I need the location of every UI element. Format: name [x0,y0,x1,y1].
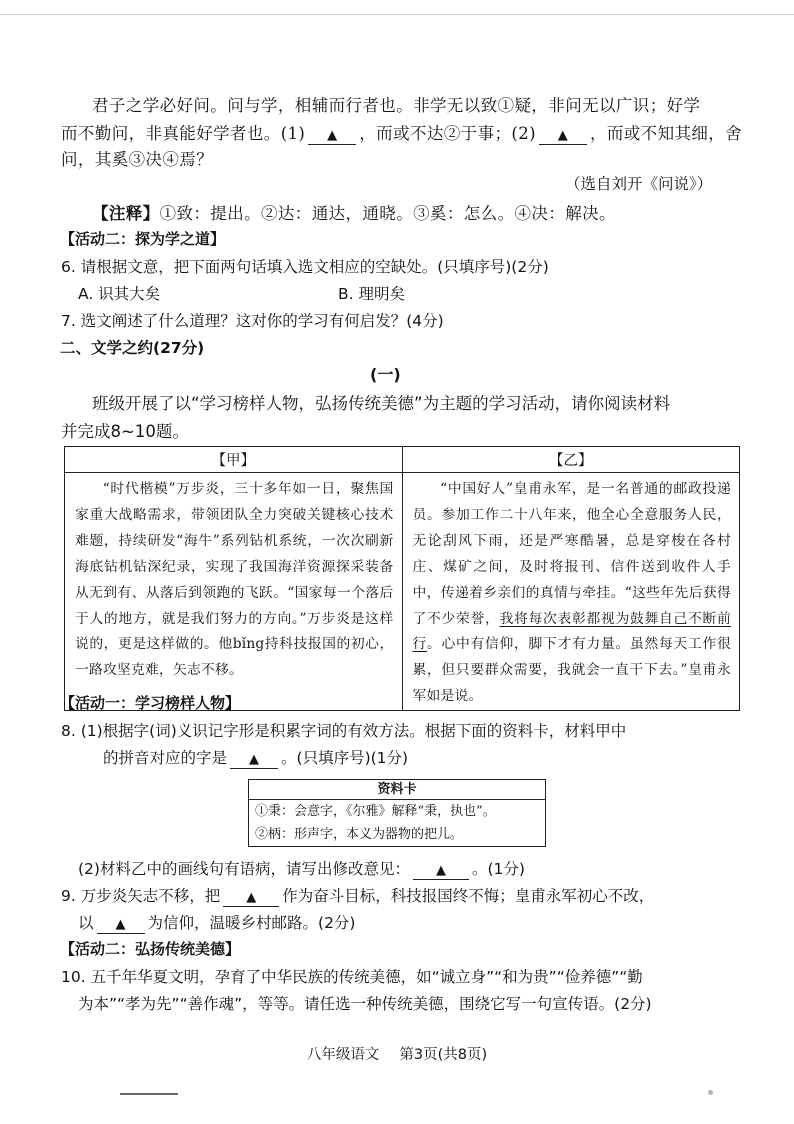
activity-heading-2: 【活动二：探为学之道】 [60,230,226,248]
passage-line-3: 问，其奚③决④焉？ [61,150,214,169]
question-10-line-1: 10. 五千年华夏文明，孕育了中华民族的传统美德，如“诚立身”“和为贵”“俭养德”“勤 [61,968,643,986]
answer-blank-6[interactable]: ▲ [97,917,145,934]
question-9-line-1 [61,884,654,907]
question-8-line-2-a: 的拼音对应的字是 [103,749,228,767]
question-9-line-2 [78,911,355,934]
question-9-line-1-b: 作为奋斗目标，科技报国终不悔；皇甫永军初心不改， [282,887,655,905]
part-title: (一) [370,365,401,384]
material-yi-title: 【乙】 [402,447,740,473]
footer-page-number: 第3页(共8页) [399,1047,488,1063]
footer-subject: 八年级语文 [306,1047,380,1063]
question-6-option-a: A. 识其大矣 [78,285,161,303]
question-8-line-1: 8. (1)根据字(词)义识记字形是积累字词的有效方法。根据下面的资料卡，材料甲中 [61,722,627,740]
top-rule [0,14,794,15]
page-footer [0,1043,794,1064]
question-6-option-b: B. 理明矣 [338,285,405,303]
passage-line-2 [61,120,742,145]
passage-line-2-a: 而不勤问，非真能好学者也。(1) [61,124,306,143]
passage-note [92,200,616,224]
material-jia-text: “时代楷模”万步炎，三十多年如一日，聚焦国家重大战略需求，带领团队全力突破关键核心技术难题，持续研发“海牛”系列钻机系统，一次次刷新海底钻机钻深纪录，实现了我国海洋资源探采装备从无到有、从落后到领跑的飞跃。“国家每一个落后于人的地方，就是我们努力的方向。”万步炎是这样说的，更是这样做的。他bǐng持科技报国的初心，一路攻坚克难，矢志不移。 [75,481,394,679]
scan-mark-dot [708,1090,713,1095]
answer-blank-4[interactable]: ▲ [413,863,469,880]
note-label: 【注释】 [92,204,160,223]
material-jia-title: 【甲】 [65,447,403,473]
question-8-line-2 [103,746,408,769]
question-8-part-2 [78,857,525,880]
material-yi-text-a: “中国好人”皇甫永军，是一名普通的邮政投递员。参加工作二十八年来，他全心全意服务人民，无论刮风下雨，还是严寒酷暑，总是穿梭在各村庄、煤矿之间，及时将报刊、信件送到收件人手中，传递着乡亲们的真情与牵挂。“这些年先后获得了不少荣誉， [412,481,731,627]
reference-card-item-2: ②柄：形声字，本义为器物的把儿。 [255,827,464,842]
question-9-line-2-a: 以 [78,914,94,932]
scan-mark-line [120,1093,178,1095]
answer-blank-2[interactable]: ▲ [539,128,587,145]
intro-line-1: 班级开展了以“学习榜样人物，弘扬传统美德”为主题的学习活动，请你阅读材料 [92,394,671,413]
reference-card-item-1: ①秉：会意字，《尔雅》解释“秉，执也”。 [255,804,496,819]
question-9-line-2-b: 为信仰，温暖乡村邮路。(2分) [147,914,356,932]
material-yi-cell [402,473,740,711]
answer-blank-5[interactable]: ▲ [223,890,279,907]
question-9-line-1-a: 9. 万步炎矢志不移，把 [61,887,221,905]
section-heading-2: 二、文学之约(27分) [60,339,205,357]
passage-source: （选自刘开《问说》） [565,175,713,193]
underlined-sentence: 我将每次表彰都视为鼓舞自己不断前行 [412,610,731,653]
reference-card [248,779,546,847]
question-8-line-2-b: 。(只填序号)(1分) [281,749,409,767]
reference-card-title: 资料卡 [249,780,545,800]
question-8-part-2-b: 。(1分) [471,860,525,878]
question-8-part-2-a: (2)材料乙中的画线句有语病，请写出修改意见： [78,860,410,878]
material-jia-cell [65,473,403,711]
passage-line-2-b: ，而或不达②于事；(2) [359,124,536,143]
question-10-line-2: 为本”“孝为先”“善作魂”，等等。请任选一种传统美德，围绕它写一句宣传语。(2分) [78,995,652,1013]
note-text: ①致：提出。②达：通达，通晓。③奚：怎么。④决：解决。 [159,204,616,223]
material-yi-text-b: 。心中有信仰，脚下才有力量。虽然每天工作很累，但只要群众需要，我就会一直干下去。”皇甫永军如是说。 [412,636,731,705]
answer-blank-3[interactable]: ▲ [230,752,278,769]
activity-heading-1: 【活动一：学习榜样人物】 [60,694,241,712]
passage-line-1: 君子之学必好问。问与学，相辅而行者也。非学无以致①疑，非问无以广识；好学 [92,96,701,115]
materials-table [64,446,740,711]
material-yi-text [403,473,740,710]
question-7: 7. 选文阐述了什么道理？这对你的学习有何启发？(4分) [61,312,444,330]
intro-line-2: 并完成8~10题。 [61,422,189,441]
answer-blank-1[interactable]: ▲ [308,128,356,145]
question-6-stem: 6. 请根据文意，把下面两句话填入选文相应的空缺处。(只填序号)(2分) [61,258,549,276]
activity-heading-2b: 【活动二：弘扬传统美德】 [60,940,241,958]
passage-line-2-c: ，而或不知其细，舍 [589,124,743,143]
